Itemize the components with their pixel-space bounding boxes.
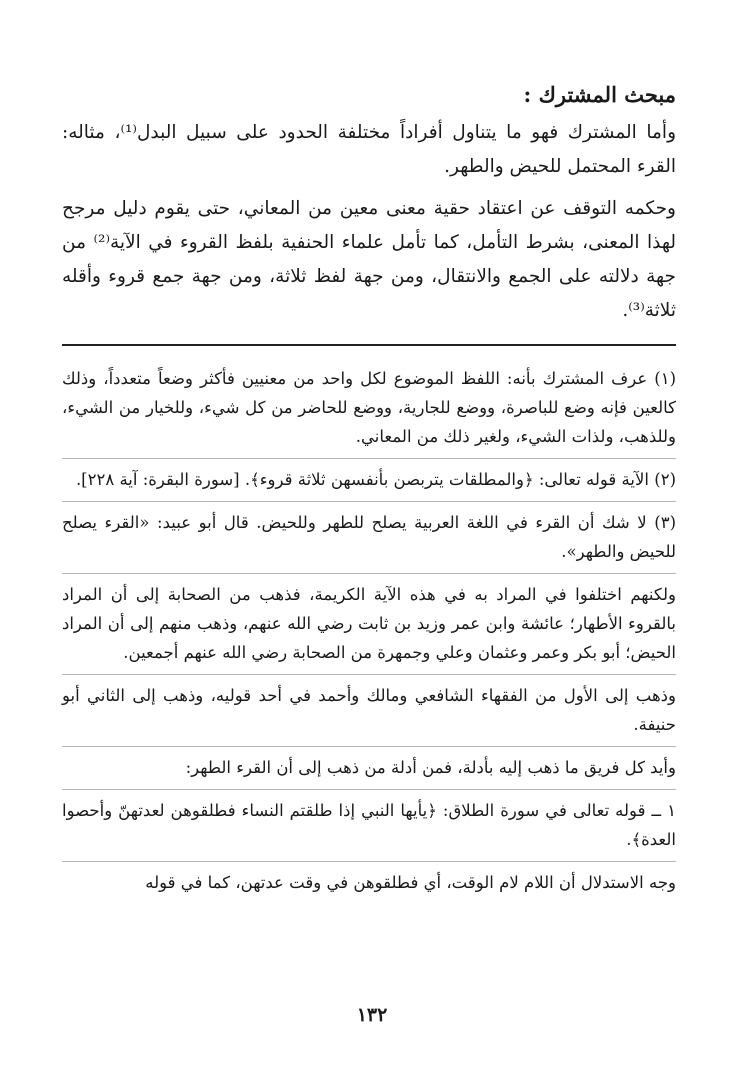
footnote-2: (٢) الآية قوله تعالى: ﴿والمطلقات يتربصن بأنفسهن ثلاثة قروء﴾. [سورة البقرة: آية ٢٢٨]. — [75, 470, 676, 489]
footnote-1: (١) عرف المشترك بأنه: اللفظ الموضوع لكل واحد من معنيين فأكثر وضعاً متعدداً، وذلك كالعين فإنه وضع للباصرة، ووضع للجارية، ووضع للحاضر من كل شيء، وللخيار من الشيء، وللذهب، ولذات الشيء، ولغير ذلك من المعاني. — [62, 369, 676, 446]
footnote-paragraph: ١ ــ قوله تعالى في سورة الطلاق: ﴿يأيها النبي إذا طلقتم النساء فطلقوهن لعدتهنّ وأحصوا العدة﴾. — [62, 801, 676, 849]
footnote-separator — [62, 746, 676, 747]
footnote-paragraph: ولكنهم اختلفوا في المراد به في هذه الآية الكريمة، فذهب من الصحابة إلى أن المراد بالقروء الأطهار؛ عائشة وابن عمر وزيد بن ثابت رضي الله عنهم، وذهب منهم إلى أن المراد الحيض؛ أبو بكر وعمر وعثمان وعلي وجمهرة من الصحابة رضي الله عنهم أجمعين. — [62, 585, 676, 662]
main-paragraph: وحكمه التوقف عن اعتقاد حقية معنى معين من المعاني، حتى يقوم دليل مرجح لهذا المعنى، بشرط التأمل، كما تأمل علماء الحنفية بلفظ القروء في الآية⁽²⁾ من جهة دلالته على الجمع والانتقال، ومن جهة لفظ ثلاثة، ومن جهة جمع قروء وأقله ثلاثة⁽³⁾. — [62, 198, 677, 321]
main-paragraph: وأما المشترك فهو ما يتناول أفراداً مختلفة الحدود على سبيل البدل⁽¹⁾، مثاله: القرء المحتمل للحيض والطهر. — [62, 122, 676, 177]
footnote-paragraph: وذهب إلى الأول من الفقهاء الشافعي ومالك وأحمد في أحد قوليه، وذهب إلى الثاني أبو حنيفة. — [62, 686, 676, 734]
section-heading: مبحث المشترك : — [523, 82, 676, 107]
footnote-separator — [62, 573, 676, 574]
footnote-separator — [62, 674, 676, 675]
footnote-paragraph: وأيد كل فريق ما ذهب إليه بأدلة، فمن أدلة من ذهب إلى أن القرء الطهر: — [185, 758, 676, 777]
footnote-separator — [62, 861, 676, 862]
main-text — [62, 116, 676, 328]
page-number: ١٣٢ — [356, 1004, 388, 1026]
footnote-separator — [62, 789, 676, 790]
footnote-3: (٣) لا شك أن القرء في اللغة العربية يصلح للطهر وللحيض. قال أبو عبيد: «القرء يصلح للحيض والطهر». — [62, 513, 676, 561]
footnotes — [62, 364, 676, 897]
footnote-separator — [62, 501, 676, 502]
footnote-paragraph: وجه الاستدلال أن اللام لام الوقت، أي فطلقوهن في وقت عدتهن، كما في قوله — [145, 873, 676, 892]
footnote-separator — [62, 458, 676, 459]
footnote-divider — [62, 344, 676, 346]
